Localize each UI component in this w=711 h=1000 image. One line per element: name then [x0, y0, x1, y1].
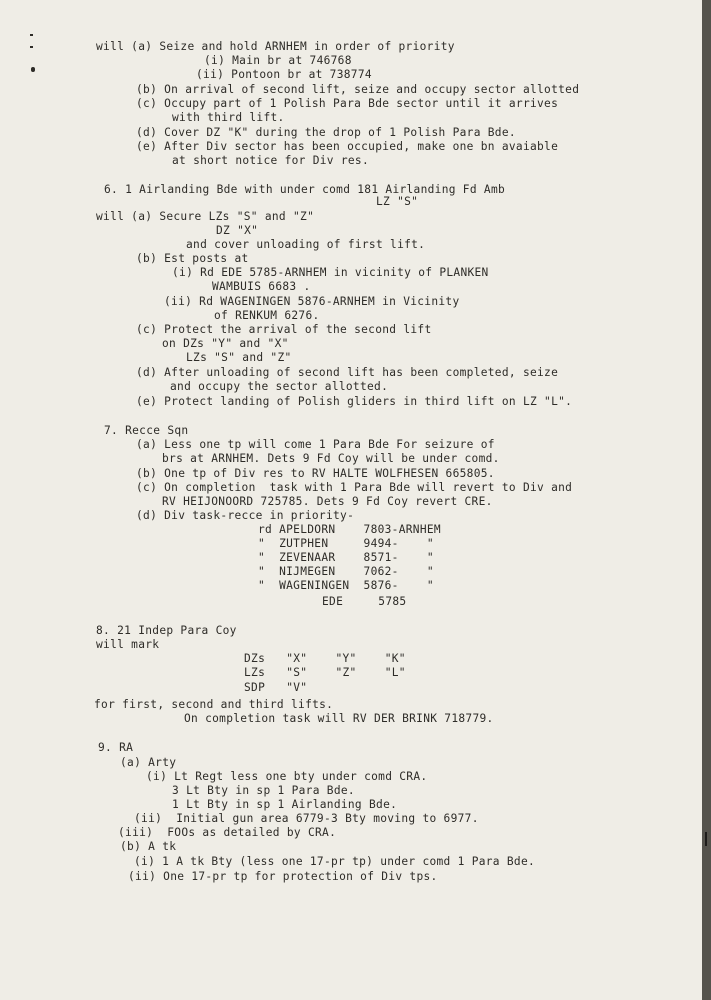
- section-heading: 9. RA: [98, 741, 134, 754]
- text-line: (c) On completion task with 1 Para Bde will revert to Div and: [136, 481, 573, 494]
- text-line: (b) On arrival of second lift, seize and occupy sector allotted: [136, 83, 580, 96]
- text-line: on DZs "Y" and "X": [162, 337, 289, 350]
- text-line: (ii) Initial gun area 6779-3 Bty moving to 6977.: [134, 812, 479, 825]
- route-line: rd APELDORN 7803-ARNHEM: [258, 523, 441, 536]
- margin-mark: [30, 34, 33, 36]
- text-line: (b) One tp of Div res to RV HALTE WOLFHESEN 665805.: [136, 467, 495, 480]
- text-line: and cover unloading of first lift.: [186, 238, 426, 251]
- text-line: (d) Div task-recce in priority-: [136, 509, 355, 522]
- text-line: (b) Est posts at: [136, 252, 249, 265]
- text-line: (i) Main br at 746768: [204, 54, 352, 67]
- text-line: brs at ARNHEM. Dets 9 Fd Coy will be under comd.: [162, 452, 500, 465]
- text-line: (iii) FOOs as detailed by CRA.: [118, 826, 337, 839]
- page-edge-shadow: [702, 0, 711, 1000]
- text-line: at short notice for Div res.: [172, 154, 369, 167]
- text-line: (i) 1 A tk Bty (less one 17-pr tp) under comd 1 Para Bde.: [134, 855, 536, 868]
- text-line: 1 Lt Bty in sp 1 Airlanding Bde.: [172, 798, 398, 811]
- text-line: (a) Less one tp will come 1 Para Bde For seizure of: [136, 438, 495, 451]
- route-line: " ZUTPHEN 9494- ": [258, 537, 434, 550]
- text-line: of RENKUM 6276.: [214, 309, 320, 322]
- text-line: (ii) One 17-pr tp for protection of Div tps.: [128, 870, 438, 883]
- route-line: EDE 5785: [322, 595, 407, 608]
- text-line: for first, second and third lifts.: [94, 698, 334, 711]
- marking-row: LZs "S" "Z" "L": [244, 666, 406, 679]
- route-line: " NIJMEGEN 7062- ": [258, 565, 434, 578]
- text-line: (d) After unloading of second lift has been completed, seize: [136, 366, 559, 379]
- section-heading: 8. 21 Indep Para Coy: [96, 624, 237, 637]
- text-line: (a) Arty: [120, 756, 177, 769]
- text-line: (b) A tk: [120, 840, 177, 853]
- text-line: (i) Lt Regt less one bty under comd CRA.: [146, 770, 428, 783]
- route-line: " WAGENINGEN 5876- ": [258, 579, 434, 592]
- text-line: will (a) Secure LZs "S" and "Z": [96, 210, 315, 223]
- text-line: with third lift.: [172, 111, 285, 124]
- section-heading: 6. 1 Airlanding Bde with under comd 181 Airlanding Fd Amb: [104, 183, 506, 196]
- text-line: WAMBUIS 6683 .: [212, 280, 311, 293]
- text-line: 3 Lt Bty in sp 1 Para Bde.: [172, 784, 355, 797]
- section-heading: 7. Recce Sqn: [104, 424, 189, 437]
- edge-mark: [705, 832, 707, 846]
- text-line: DZ "X": [216, 224, 259, 237]
- text-line: will mark: [96, 638, 160, 651]
- text-line: LZ "S": [376, 195, 419, 208]
- text-line: On completion task will RV DER BRINK 718779.: [184, 712, 494, 725]
- margin-mark: [30, 46, 33, 48]
- text-line: (ii) Rd WAGENINGEN 5876-ARNHEM in Vicinity: [164, 295, 460, 308]
- text-line: (c) Occupy part of 1 Polish Para Bde sector until it arrives: [136, 97, 559, 110]
- text-line: LZs "S" and "Z": [186, 351, 292, 364]
- marking-row: DZs "X" "Y" "K": [244, 652, 406, 665]
- margin-mark: [31, 67, 35, 72]
- text-line: (c) Protect the arrival of the second lift: [136, 323, 432, 336]
- text-line: (e) Protect landing of Polish gliders in third lift on LZ "L".: [136, 395, 573, 408]
- marking-row: SDP "V": [244, 681, 308, 694]
- text-line: (e) After Div sector has been occupied, make one bn avaiable: [136, 140, 559, 153]
- text-line: and occupy the sector allotted.: [170, 380, 389, 393]
- route-line: " ZEVENAAR 8571- ": [258, 551, 434, 564]
- text-line: (i) Rd EDE 5785-ARNHEM in vicinity of PLANKEN: [172, 266, 489, 279]
- text-line: (d) Cover DZ "K" during the drop of 1 Polish Para Bde.: [136, 126, 516, 139]
- text-line: (ii) Pontoon br at 738774: [196, 68, 372, 81]
- text-line: RV HEIJONOORD 725785. Dets 9 Fd Coy revert CRE.: [162, 495, 493, 508]
- text-line: will (a) Seize and hold ARNHEM in order of priority: [96, 40, 455, 53]
